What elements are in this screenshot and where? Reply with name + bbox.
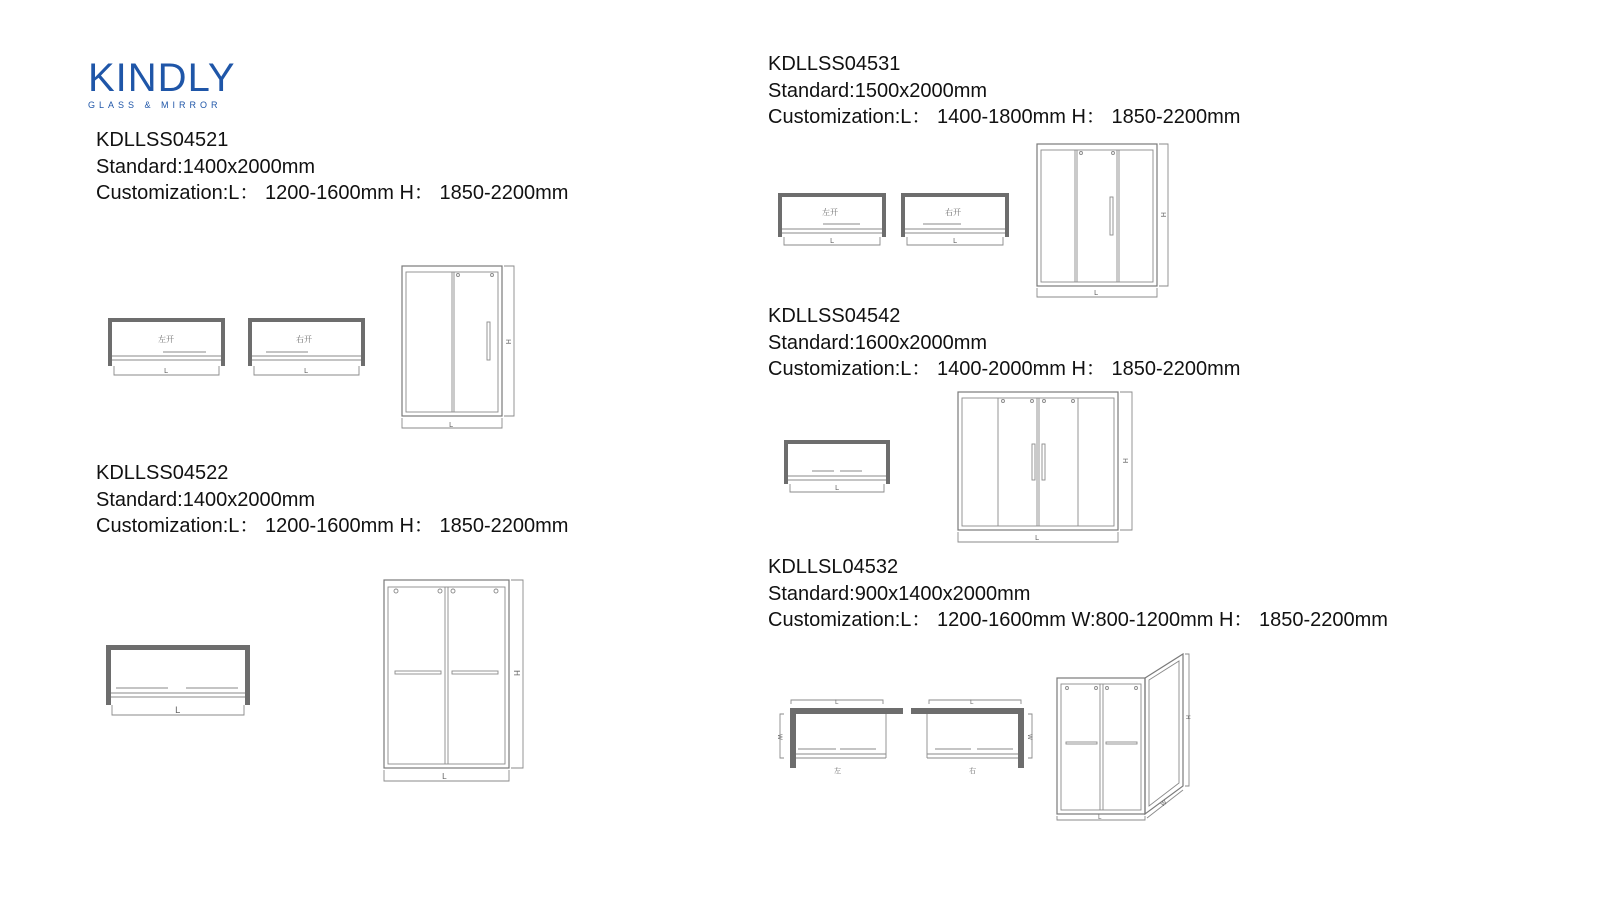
- product-code: KDLLSS04521: [96, 129, 229, 151]
- customization-range: Customization:L： 1200-1600mm H： 1850-2200mm: [96, 182, 569, 204]
- corner-label-left: 左: [834, 767, 841, 775]
- plan-view-double-slider: [106, 645, 256, 720]
- product-code: KDLLSL04532: [768, 556, 899, 578]
- opening-label-right: 右开: [296, 335, 312, 344]
- dim-label-h: H: [512, 670, 521, 677]
- plan-view-left-opening: [108, 318, 228, 380]
- plan-view-right-opening: [248, 318, 368, 380]
- plan-view-corner-left: [776, 698, 904, 782]
- front-view-three-panel: [1035, 142, 1175, 302]
- dim-label-l: L: [175, 706, 181, 716]
- standard-size: Standard:1400x2000mm: [96, 488, 316, 511]
- front-view-corner-enclosure: [1055, 648, 1205, 828]
- brand-name: KINDLY: [88, 56, 236, 100]
- dim-label-h: H: [1159, 212, 1167, 218]
- front-view-double-slider: [382, 578, 532, 788]
- product-spec-kdllsl04532: [768, 554, 1388, 634]
- customization-range: Customization:L： 1400-1800mm H： 1850-2200mm: [768, 106, 1241, 128]
- dim-label-h: H: [1121, 458, 1129, 464]
- brand-logo: [88, 58, 248, 114]
- dim-label-l: L: [304, 367, 308, 375]
- customization-range: Customization:L： 1200-1600mm H： 1850-2200mm: [96, 515, 569, 537]
- standard-size: Standard:1600x2000mm: [768, 331, 988, 354]
- corner-label-right: 右: [969, 767, 976, 775]
- product-code: KDLLSS04522: [96, 462, 229, 484]
- dim-label-l: L: [1098, 814, 1102, 821]
- dim-label-l: L: [830, 237, 834, 245]
- dim-label-l: L: [953, 237, 957, 245]
- product-spec-kdllss04521: [96, 127, 568, 207]
- dim-label-w: W: [776, 734, 783, 740]
- front-view-four-panel: [956, 390, 1146, 550]
- brand-tagline: GLASS & MIRROR: [88, 100, 222, 110]
- dim-label-h: H: [504, 339, 512, 345]
- dim-label-l: L: [1035, 534, 1039, 542]
- dim-label-l: L: [835, 699, 839, 706]
- product-code: KDLLSS04542: [768, 305, 901, 327]
- plan-view-left-opening: [778, 193, 890, 249]
- standard-size: Standard:1500x2000mm: [768, 79, 988, 102]
- dim-label-l: L: [970, 699, 974, 706]
- dim-label-l: L: [1094, 289, 1098, 297]
- product-spec-kdllss04531: [768, 51, 1240, 131]
- front-view-sliding-door: [400, 264, 520, 434]
- opening-label-left: 左开: [158, 335, 174, 344]
- dim-label-w: W: [1026, 734, 1033, 740]
- dim-label-l: L: [442, 772, 447, 781]
- dim-label-l: L: [449, 421, 453, 429]
- standard-size: Standard:900x1400x2000mm: [768, 582, 1031, 605]
- customization-range: Customization:L： 1400-2000mm H： 1850-2200mm: [768, 358, 1241, 380]
- dim-label-w: W: [1159, 799, 1169, 809]
- customization-range: Customization:L： 1200-1600mm W:800-1200mm H： 1850-2200mm: [768, 609, 1388, 631]
- standard-size: Standard:1400x2000mm: [96, 155, 316, 178]
- product-code: KDLLSS04531: [768, 53, 901, 75]
- plan-view-right-opening: [901, 193, 1013, 249]
- dim-label-l: L: [164, 367, 168, 375]
- product-spec-kdllss04542: [768, 303, 1240, 383]
- dim-label-h: H: [1184, 715, 1191, 720]
- plan-view-four-panel: [784, 440, 894, 496]
- dim-label-l: L: [835, 484, 839, 492]
- opening-label-right: 右开: [945, 208, 961, 217]
- product-spec-kdllss04522: [96, 460, 568, 540]
- opening-label-left: 左开: [822, 208, 838, 217]
- plan-view-corner-right: [909, 698, 1037, 782]
